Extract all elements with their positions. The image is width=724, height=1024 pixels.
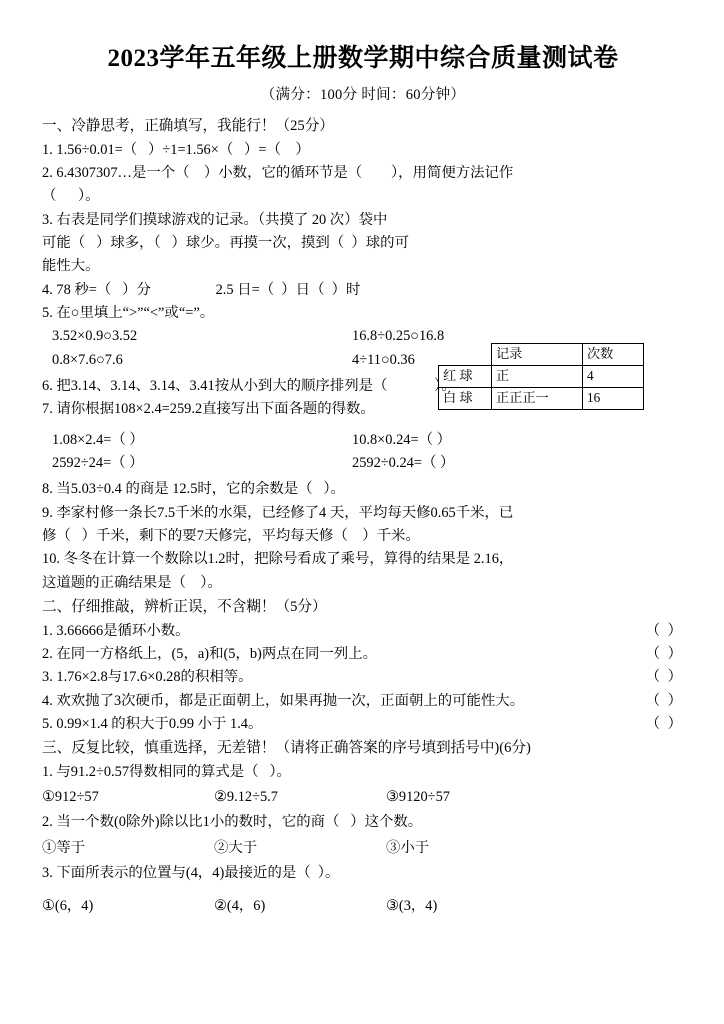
tf-answer-blank-1: （ ）: [645, 622, 684, 639]
q7-row-1: [42, 429, 684, 452]
compare-right-2: 4÷11○0.36: [352, 351, 415, 368]
section-3-question-2-options: [42, 835, 684, 862]
section-2-item-3: [42, 666, 684, 689]
section-1-item-7: 7. 请你根据108×2.4=259.2直接写出下面各题的得数。: [42, 401, 375, 418]
tf-answer-blank-2: （ ）: [645, 645, 684, 662]
section-1-item-6: 6. 把3.14、3.14、3.14、3.41按从小到大的顺序排列是（ ）。: [42, 377, 456, 394]
row-label-red: 红 球: [439, 366, 492, 388]
section-1-item-3a: 3. 右表是同学们摸球游戏的记录。（共摸了 20 次）袋中: [42, 211, 388, 228]
table-header-row: [439, 344, 644, 366]
table-header-count: 次数: [583, 344, 644, 366]
section-1-item-8: 8. 当5.03÷0.4 的商是 12.5时，它的余数是（ ）。: [42, 481, 345, 498]
section-3-question-2-stem: 2. 当一个数(0除外)除以比1小的数时，它的商（ ）这个数。: [42, 814, 423, 831]
section-1-item-9b: 修（ ）千米，剩下的要7天修完，平均每天修（ ）千米。: [42, 527, 420, 544]
option-2-a[interactable]: ①等于: [42, 839, 86, 856]
table-header-record: 记录: [492, 344, 583, 366]
tf-answer-blank-5: （ ）: [645, 715, 684, 732]
section-3-question-1-options: [42, 784, 684, 811]
section-2-item-5: [42, 713, 684, 736]
tf-text-2: 2. 在同一方格纸上，(5，a)和(5，b)两点在同一列上。: [42, 645, 377, 662]
tf-text-1: 1. 3.66666是循环小数。: [42, 622, 190, 639]
compare-right-1: 16.8÷0.25○16.8: [352, 328, 445, 345]
section-1-item-4: 4. 78 秒=（ ）分 2.5 日=（ ）日（ ）时: [42, 281, 361, 298]
row-record-white: 正正正一: [492, 388, 583, 410]
row-record-red: 正: [492, 366, 583, 388]
row-count-white: 16: [583, 388, 644, 410]
tf-text-5: 5. 0.99×1.4 的积大于0.99 小于 1.4。: [42, 715, 263, 732]
tf-text-4: 4. 欢欢抛了3次硬币，都是正面朝上，如果再抛一次，正面朝上的可能性大。: [42, 692, 525, 709]
section-3-question-3-stem: 3. 下面所表示的位置与(4，4)最接近的是（ ）。: [42, 865, 340, 882]
table-corner-cell: [439, 344, 492, 366]
ball-record-table: [438, 343, 644, 410]
option-3-b[interactable]: ②(4，6): [214, 897, 266, 914]
option-1-b[interactable]: ②9.12÷5.7: [214, 789, 278, 806]
section-3-question-3-options: [42, 893, 684, 920]
row-count-red: 4: [583, 366, 644, 388]
section-1-item-2b: （ ）。: [42, 188, 100, 205]
option-1-c[interactable]: ③9120÷57: [386, 789, 450, 806]
tf-answer-blank-4: （ ）: [645, 692, 684, 709]
q7-row-2: [42, 452, 684, 475]
section-1-item-2a: 2. 6.4307307…是一个（ ）小数，它的循环节是（ ），用简便方法记作: [42, 164, 514, 181]
section-3-heading: 三、反复比较，慎重选择，无差错！（请将正确答案的序号填到括号中)(6分): [42, 740, 531, 757]
table-row: [439, 388, 644, 410]
section-1-item-10a: 10. 冬冬在计算一个数除以1.2时，把除号看成了乘号，算得的结果是 2.16，: [42, 551, 514, 568]
exam-body: [42, 115, 684, 920]
q7-left-1: 1.08×2.4=（ ）: [52, 431, 144, 448]
option-2-b[interactable]: ②大于: [214, 839, 258, 856]
tf-answer-blank-3: （ ）: [645, 669, 684, 686]
compare-left-2: 0.8×7.6○7.6: [52, 351, 123, 368]
q7-right-2: 2592÷0.24=（ ）: [352, 454, 455, 471]
section-1-item-3c: 能性大。: [42, 258, 100, 275]
section-1-item-1: 1. 1.56÷0.01=（ ）÷1=1.56×（ ）=（ ）: [42, 141, 310, 158]
option-3-c[interactable]: ③(3，4): [386, 897, 438, 914]
table-row: [439, 366, 644, 388]
option-1-a[interactable]: ①912÷57: [42, 789, 99, 806]
exam-subtitle: （满分：100分 时间：60分钟）: [260, 87, 466, 103]
row-label-white: 白 球: [439, 388, 492, 410]
section-2-heading: 二、仔细推敲，辨析正误，不含糊！（5分）: [42, 598, 327, 615]
section-3-question-1-stem: 1. 与91.2÷0.57得数相同的算式是（ ）。: [42, 763, 291, 780]
section-1-item-5: 5. 在○里填上“>”“<”或“=”。: [42, 304, 215, 321]
section-1-heading: 一、冷静思考，正确填写，我能行！（25分）: [42, 118, 334, 134]
q7-right-1: 10.8×0.24=（ ）: [352, 431, 451, 448]
section-1-item-9a: 9. 李家村修一条长7.5千米的水渠，已经修了4 天，平均每天修0.65千米，已: [42, 504, 514, 521]
section-2-item-1: [42, 620, 684, 643]
section-2-item-4: [42, 690, 684, 713]
q7-left-2: 2592÷24=（ ）: [52, 454, 144, 471]
section-2-item-2: [42, 643, 684, 666]
option-3-a[interactable]: ①(6，4): [42, 897, 94, 914]
section-1-item-10b: 这道题的正确结果是（ ）。: [42, 574, 222, 591]
option-2-c[interactable]: ③小于: [386, 839, 430, 856]
page-title: 2023学年五年级上册数学期中综合质量测试卷: [107, 45, 619, 72]
tf-text-3: 3. 1.76×2.8与17.6×0.28的积相等。: [42, 669, 253, 686]
compare-left-1: 3.52×0.9○3.52: [52, 328, 138, 345]
section-1-item-3b: 可能（ ）球多，（ ）球少。再摸一次，摸到（ ）球的可: [42, 234, 409, 251]
